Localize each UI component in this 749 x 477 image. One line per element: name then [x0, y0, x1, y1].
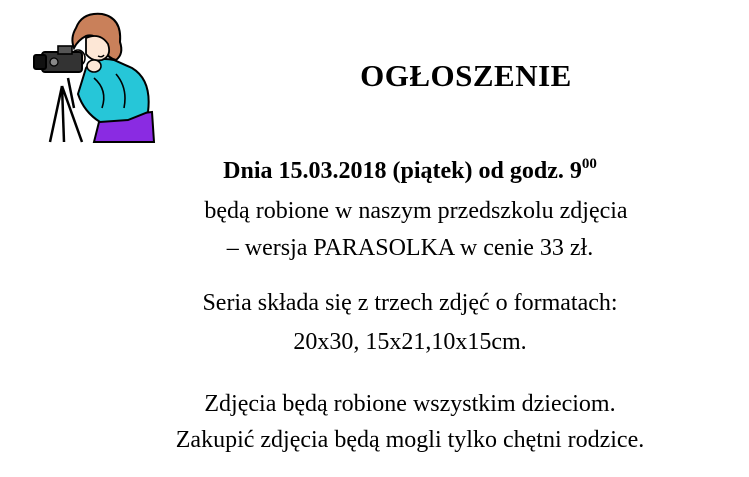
text-line-4: Seria składa się z trzech zdjęć o formatach: [202, 290, 618, 316]
page-title: OGŁOSZENIE [360, 58, 572, 93]
text-line-6: Zdjęcia będą robione wszystkim dzieciom. [204, 391, 616, 417]
date-text: Dnia 15.03.2018 (piątek) od godz. 9 [223, 158, 582, 184]
text-line-7: Zakupić zdjęcia będą mogli tylko chętni rodzice. [175, 427, 645, 453]
text-line-5: 20x30, 15x21,10x15cm. [293, 329, 527, 355]
hour-superscript: 00 [581, 156, 597, 172]
date-line [0, 157, 749, 183]
text-line-2: będą robione w naszym przedszkolu zdjęcia [204, 198, 628, 224]
text-line-3: – wersja PARASOLKA w cenie 33 zł. [226, 235, 594, 261]
